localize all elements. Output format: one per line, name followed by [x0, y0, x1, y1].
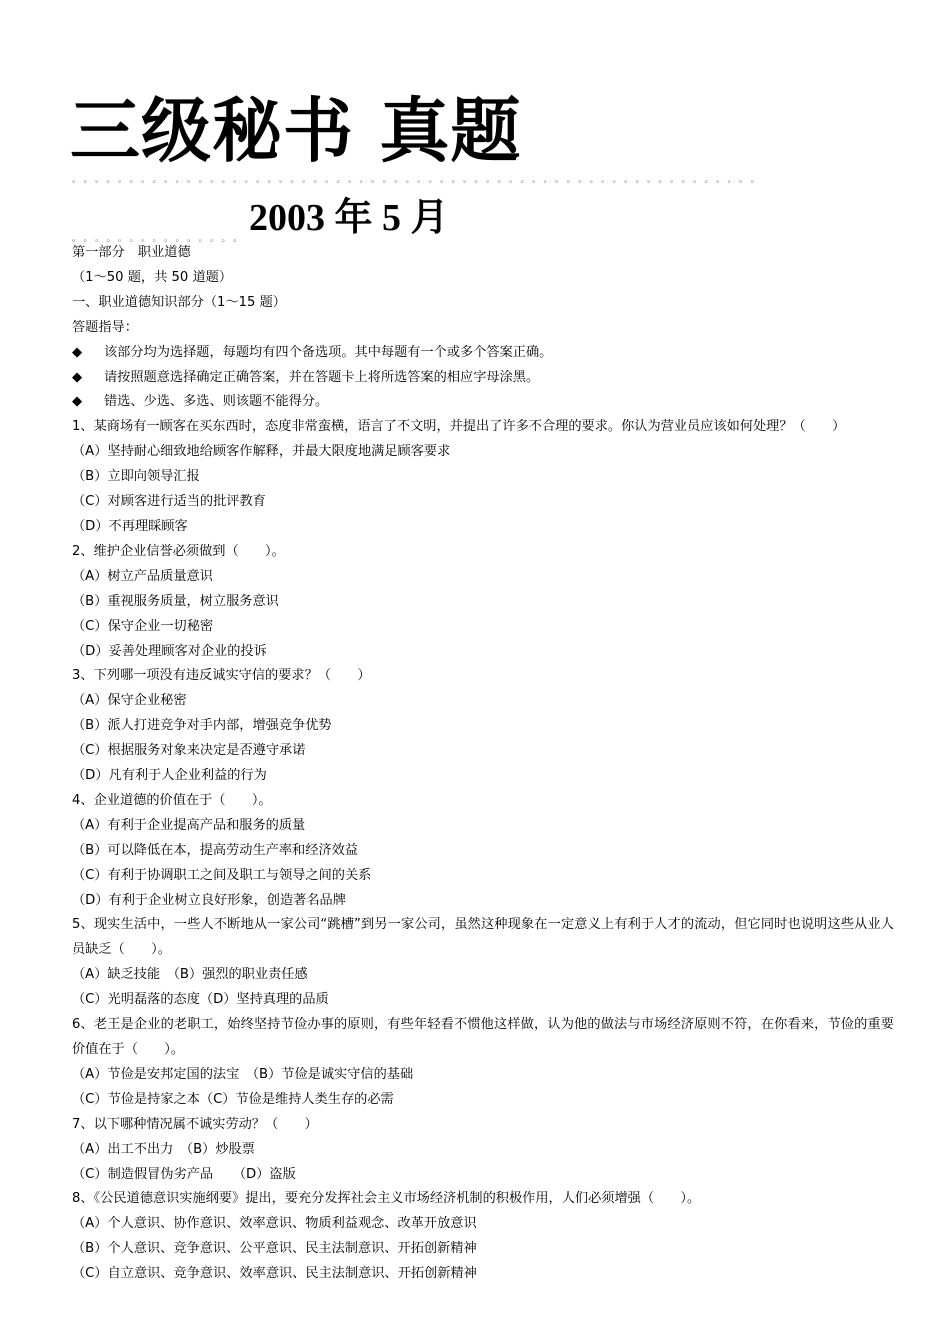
- options-c-d: （C）制造假冒伪劣产品 （D）盗版: [72, 1166, 296, 1182]
- question-2: 2、维护企业信誉必须做到（ ）。: [72, 543, 285, 559]
- option-a: （A）坚持耐心细致地给顾客作解释，并最大限度地满足顾客要求: [72, 444, 451, 460]
- option-c: （C）有利于协调职工之间及职工与领导之间的关系: [72, 867, 372, 883]
- option-d: （D）不再理睬顾客: [72, 518, 188, 534]
- document-body: [72, 241, 894, 1287]
- option-c: （C）根据服务对象来决定是否遵守承诺: [72, 743, 306, 759]
- date-leader-dots: 。。。。。。。。。。。。。。。: [72, 234, 250, 244]
- question-4: 4、企业道德的价值在于（ ）。: [72, 792, 272, 808]
- option-d: （D）凡有利于人企业利益的行为: [72, 768, 267, 784]
- guide-title: 答题指导：: [72, 319, 138, 335]
- option-a: （A）个人意识、协作意识、效率意识、物质利益观念、改革开放意识: [72, 1216, 477, 1232]
- guide-item: ◆ 该部分均为选择题，每题均有四个备选项。其中每题有一个或多个答案正确。: [72, 341, 894, 366]
- option-b: （B）派人打进竞争对手内部，增强竞争优势: [72, 718, 332, 734]
- option-d: （D）有利于企业树立良好形象，创造著名品牌: [72, 892, 346, 908]
- question-1: 1、某商场有一顾客在买东西时，态度非常蛮横，语言了不文明，并提出了许多不合理的要求。你认为营业员应该如何处理？（ ）: [72, 419, 846, 435]
- option-b: （B）重视服务质量，树立服务意识: [72, 593, 279, 609]
- diamond-bullet-icon: ◆: [72, 369, 83, 385]
- guide-item: ◆ 请按照题意选择确定正确答案，并在答题卡上将所选答案的相应字母涂黑。: [72, 366, 894, 391]
- option-a: （A）保守企业秘密: [72, 693, 187, 709]
- question-8: 8、《公民道德意识实施纲要》提出，要充分发挥社会主义市场经济机制的积极作用，人们必须增强（ ）。: [72, 1191, 701, 1207]
- option-c: （C）对顾客进行适当的批评教育: [72, 494, 266, 510]
- question-3: 3、下列哪一项没有违反诚实守信的要求？（ ）: [72, 668, 371, 684]
- date-row: [72, 192, 672, 244]
- options-a-b: （A）缺乏技能 （B）强烈的职业责任感: [72, 967, 308, 983]
- diamond-bullet-icon: ◆: [72, 344, 83, 360]
- section-title: 第一部分 职业道德: [72, 245, 191, 260]
- option-b: （B）立即向领导汇报: [72, 469, 200, 485]
- question-5: 5、现实生活中，一些人不断地从一家公司“跳槽”到另一家公司，虽然这种现象在一定意义上有利于人才的流动，但它同时也说明这些从业人员缺乏（ ）。: [72, 917, 894, 958]
- question-7: 7、以下哪种情况属不诚实劳动？（ ）: [72, 1116, 318, 1132]
- option-c: （C）自立意识、竞争意识、效率意识、民主法制意识、开拓创新精神: [72, 1266, 477, 1282]
- option-b: （B）可以降低在本，提高劳动生产率和经济效益: [72, 842, 358, 858]
- option-c: （C）保守企业一切秘密: [72, 618, 214, 634]
- option-d: （D）妥善处理顾客对企业的投诉: [72, 643, 267, 659]
- options-a-b: （A）节俭是安邦定国的法宝 （B）节俭是诚实守信的基础: [72, 1066, 414, 1082]
- option-b: （B）个人意识、竞争意识、公平意识、民主法制意识、开拓创新精神: [72, 1241, 477, 1257]
- question-6: 6、老王是企业的老职工，始终坚持节俭办事的原则，有些年轻看不惯他这样做，认为他的做法与市场经济原则不符，在你看来，节俭的重要价值在于（ ）。: [72, 1017, 894, 1057]
- document-title: 三级秘书 真题: [70, 90, 522, 172]
- guide-item: ◆ 错选、少选、多选、则该题不能得分。: [72, 390, 894, 415]
- options-a-b: （A）出工不出力 （B）炒股票: [72, 1141, 255, 1157]
- option-a: （A）树立产品质量意识: [72, 568, 213, 584]
- exam-date: 2003 年 5 月: [249, 197, 449, 239]
- diamond-bullet-icon: ◆: [72, 394, 83, 410]
- options-c-d: （C）节俭是持家之本（C）节俭是维持人类生存的必需: [72, 1091, 394, 1107]
- dotted-separator: 。。。。。。。。。。。。。。。。。。。。。。。。。。。。。。。。。。。。。。。。。。。。。。。。。。。。。。。。。。。。: [72, 175, 767, 185]
- options-c-d: （C）光明磊落的态度（D）坚持真理的品质: [72, 992, 329, 1008]
- subsection-title: 一、职业道德知识部分（1～15 题）: [72, 294, 286, 310]
- section-range: （1～50 题，共 50 道题）: [72, 269, 233, 285]
- option-a: （A）有利于企业提高产品和服务的质量: [72, 817, 306, 833]
